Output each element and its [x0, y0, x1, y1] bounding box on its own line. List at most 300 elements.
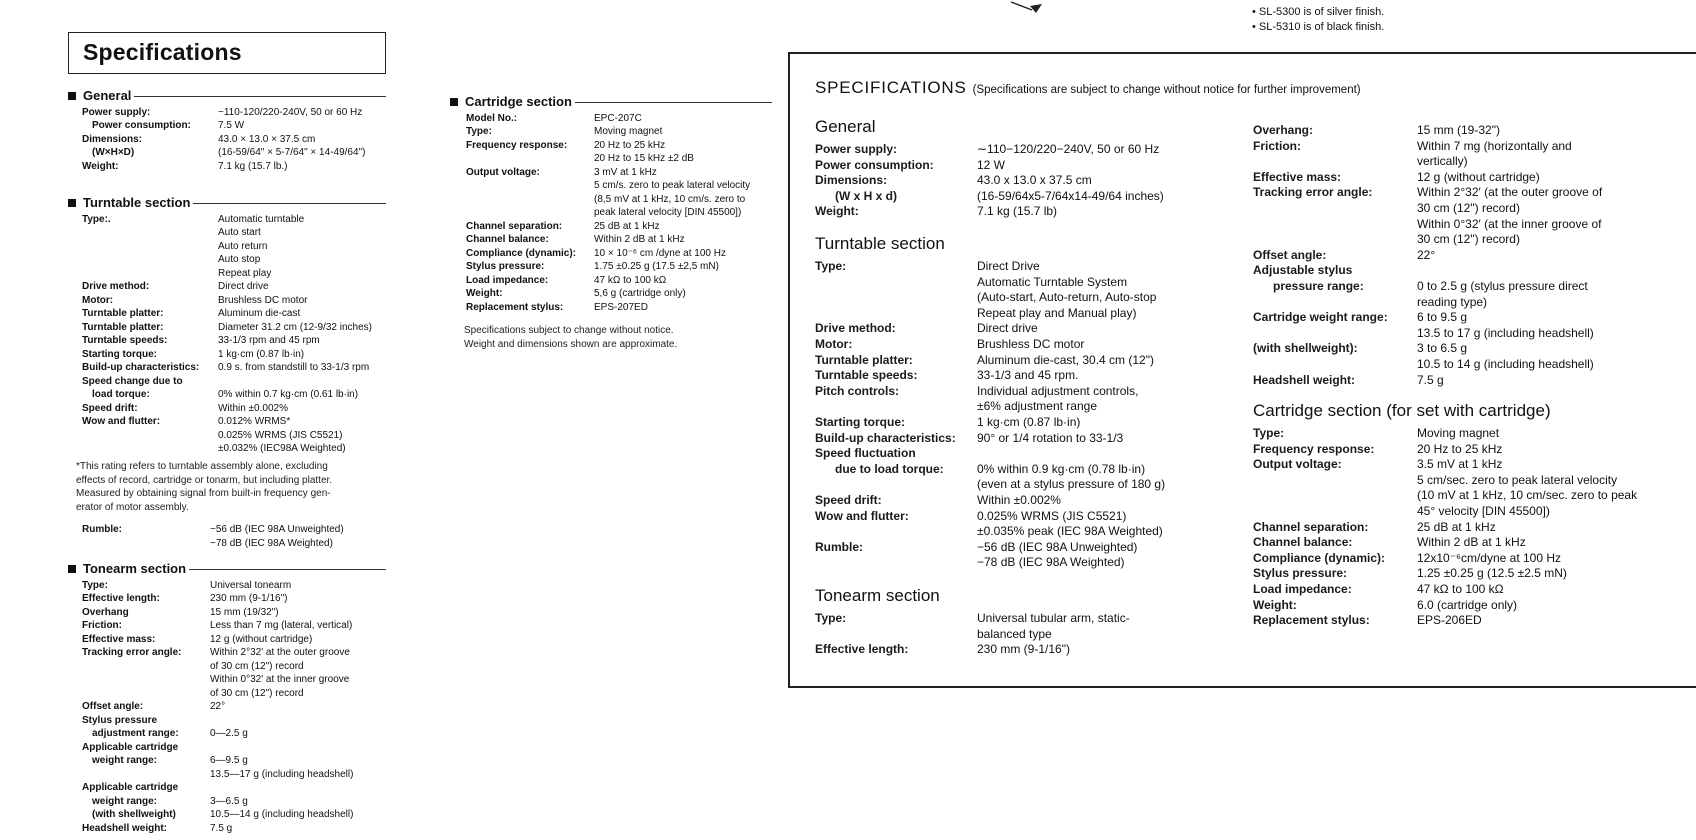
- spec-label: Replacement stylus:: [466, 301, 564, 313]
- spec-label: Friction:: [1253, 138, 1301, 153]
- spec-row: [1253, 263, 1693, 279]
- spec-value-line: 10 × 10⁻⁶ cm /dyne at 100 Hz: [594, 247, 726, 259]
- spec-label: Wow and flutter:: [82, 416, 161, 427]
- spec-value-line: 0% within 0.9 kg·cm (0.78 lb·in): [977, 461, 1146, 476]
- spec-value-line: Aluminum die-cast: [218, 308, 301, 319]
- spec-value: [210, 592, 386, 606]
- spec-label: Tracking error angle:: [1253, 185, 1373, 200]
- spec-value-line: [977, 446, 980, 462]
- spec-value: [977, 204, 1057, 220]
- left-title-box: [68, 32, 386, 74]
- spec-row: [450, 260, 772, 274]
- spec-label: Applicable cartridge: [82, 741, 179, 753]
- spec-label: Turntable speeds:: [82, 335, 168, 346]
- spec-value: [1417, 520, 1496, 536]
- spec-label: Adjustable stylus: [1253, 263, 1353, 278]
- spec-value: [218, 348, 386, 362]
- spec-value: [977, 259, 1156, 321]
- spec-row: [815, 462, 1235, 493]
- left-rumble-row: [82, 523, 382, 550]
- spec-value-line: Auto start: [218, 227, 261, 238]
- spec-value: [977, 415, 1080, 431]
- spec-label: Rumble:: [82, 524, 122, 535]
- spec-label: Headshell weight:: [1253, 372, 1356, 387]
- spec-value: [218, 133, 386, 147]
- spec-value: [594, 112, 772, 126]
- spec-value-line: 3 mV at 1 kHz: [594, 166, 657, 178]
- spec-value-line: Auto return: [218, 240, 268, 252]
- spec-value: [1417, 248, 1435, 264]
- spec-value-line: −78 dB (IEC 98A Weighted): [977, 555, 1125, 570]
- spec-value: [218, 146, 386, 160]
- spec-label: weight range:: [92, 755, 158, 766]
- spec-value: [594, 247, 772, 261]
- spec-label: Output voltage:: [1253, 457, 1342, 472]
- spec-label: Type:: [466, 126, 492, 137]
- spec-value-line: 0.025% WRMS (JIS C5521): [218, 429, 343, 441]
- spec-value-line: 10.5 to 14 g (including headshell): [1417, 356, 1594, 371]
- spec-label: Weight:: [815, 204, 859, 219]
- heading-text: Tonearm section: [83, 561, 187, 576]
- spec-value-line: 30 cm (12") record): [1417, 232, 1520, 247]
- spec-label: Dimensions:: [815, 173, 888, 188]
- spec-value-line: Within 2 dB at 1 kHz: [594, 234, 685, 245]
- spec-row: [68, 348, 386, 362]
- spec-label: Model No.:: [466, 112, 518, 124]
- spec-value-line: Auto stop: [218, 254, 261, 265]
- spec-value: [210, 579, 386, 593]
- spec-label: Applicable cartridge: [82, 782, 179, 793]
- spec-value: [210, 633, 386, 647]
- right-subtitle-text: (Specifications are subject to change without notice for further improvement): [972, 84, 1361, 96]
- note-line: Weight and dimensions shown are approximate.: [464, 338, 678, 350]
- spec-value-line: vertically): [1417, 154, 1468, 169]
- spec-value-line: 10.5—14 g (including headshell): [210, 809, 354, 820]
- spec-value: [218, 106, 386, 120]
- arrow-fragment-icon: [1010, 0, 1044, 14]
- spec-value-line: [1417, 263, 1420, 279]
- spec-row: [68, 727, 386, 741]
- spec-label: (W×H×D): [92, 147, 135, 158]
- spec-row: [1253, 341, 1693, 372]
- spec-value-line: (8,5 mV at 1 kHz, 10 cm/s. zero to: [594, 193, 746, 205]
- spec-value: [594, 139, 772, 166]
- spec-label: Friction:: [82, 620, 122, 631]
- spec-value-line: Direct Drive: [977, 259, 1040, 273]
- spec-value-line: 20 Hz to 25 kHz: [1417, 441, 1503, 456]
- spec-row: [450, 233, 772, 247]
- spec-value: [1417, 598, 1517, 614]
- footnote-line: Measured by obtaining signal from built-in frequency gen-: [76, 488, 331, 499]
- spec-value-line: Within 2°32' at the outer groove: [210, 647, 350, 658]
- spec-value-line: Within 7 mg (horizontally and: [1417, 138, 1572, 153]
- spec-value: [218, 361, 386, 375]
- spec-label: Overhang: [82, 606, 129, 618]
- spec-value-line: −56 dB (IEC 98A Unweighted): [977, 539, 1138, 554]
- spec-value: [594, 220, 772, 234]
- section-heading: Cartridge section (for set with cartridge): [1253, 401, 1551, 420]
- heading-text: Turntable section: [83, 195, 191, 210]
- spec-value-line: EPS-206ED: [1417, 613, 1482, 628]
- spec-value: [218, 294, 386, 308]
- spec-value: [218, 119, 386, 133]
- footnote-line: *This rating refers to turntable assembly alone, excluding: [76, 461, 328, 472]
- spec-row: [68, 334, 386, 348]
- spec-value: [210, 646, 386, 700]
- spec-value-line: 5,6 g (cartridge only): [594, 288, 686, 299]
- spec-value-line: 90° or 1/4 rotation to 33-1/3: [977, 430, 1124, 445]
- spec-label: Cartridge weight range:: [1253, 310, 1388, 325]
- spec-label: Headshell weight:: [82, 822, 168, 834]
- spec-row: [450, 139, 772, 166]
- left-general-section: [68, 89, 386, 173]
- spec-row: [815, 189, 1235, 205]
- spec-label: Build-up characteristics:: [815, 430, 956, 445]
- spec-row: [68, 633, 386, 647]
- section-heading: Turntable section: [815, 234, 945, 253]
- spec-label: (with shellweight):: [1253, 341, 1358, 356]
- spec-row: [68, 592, 386, 606]
- left-turntable-section: [68, 196, 386, 456]
- spec-value-line: EPC-207C: [594, 112, 642, 124]
- spec-value: [218, 213, 386, 281]
- spec-value-line: (Auto-start, Auto-return, Auto-stop: [977, 290, 1157, 305]
- spec-value-line: 0% within 0.7 kg·cm (0.61 lb·in): [218, 389, 359, 400]
- spec-row: [68, 402, 386, 416]
- spec-value: [210, 741, 386, 755]
- spec-value-line: Diameter 31.2 cm (12-9/32 inches): [218, 321, 372, 333]
- spec-label: Power supply:: [815, 142, 898, 156]
- spec-value-line: Less than 7 mg (lateral, vertical): [210, 620, 353, 631]
- right-tonearm-section: [815, 585, 1235, 658]
- spec-value-line: 45° velocity [DIN 45500]): [1417, 503, 1550, 518]
- spec-row: [68, 714, 386, 728]
- footnote-line: effects of record, cartridge or tonarm, but including platter.: [76, 474, 333, 486]
- spec-row: [815, 353, 1235, 369]
- spec-value: [210, 808, 386, 822]
- finish-note: • SL-5310 is of black finish.: [1252, 21, 1385, 33]
- spec-value-line: (even at a stylus pressure of 180 g): [977, 477, 1166, 492]
- spec-value-line: 12 g (without cartridge): [1417, 169, 1540, 184]
- left-cartridge-section: [450, 95, 772, 314]
- spec-label: Frequency response:: [466, 139, 568, 151]
- spec-value-line: −56 dB (IEC 98A Unweighted): [210, 524, 344, 535]
- spec-value-line: 5 cm/sec. zero to peak lateral velocity: [1417, 472, 1618, 487]
- spec-value-line: 0.9 s. from standstill to 33-1/3 rpm: [218, 362, 370, 373]
- spec-value: [977, 493, 1061, 509]
- spec-value: [1417, 566, 1567, 582]
- spec-row: [815, 540, 1235, 571]
- spec-label: Compliance (dynamic):: [466, 247, 577, 259]
- spec-value-line: 43.0 × 13.0 × 37.5 cm: [218, 133, 316, 145]
- bullet-square-icon: [68, 199, 76, 207]
- spec-row: [1253, 442, 1693, 458]
- spec-row: [450, 247, 772, 261]
- finish-notes: [1252, 5, 1384, 35]
- spec-label: weight range:: [92, 795, 158, 807]
- spec-value-line: 0.012% WRMS*: [218, 416, 291, 427]
- spec-label: Frequency response:: [1253, 441, 1375, 456]
- spec-label: Compliance (dynamic):: [1253, 550, 1386, 565]
- spec-label: Speed fluctuation: [815, 446, 916, 461]
- spec-row: [815, 158, 1235, 174]
- spec-value: [594, 274, 772, 288]
- spec-row: [815, 446, 1235, 462]
- spec-row: [815, 384, 1235, 415]
- spec-row: [815, 259, 1235, 321]
- spec-value-line: 13.5—17 g (including headshell): [210, 768, 354, 780]
- spec-row: [1253, 520, 1693, 536]
- spec-value: [594, 125, 772, 139]
- spec-value-line: 7.5 W: [218, 120, 245, 131]
- spec-label: Dimensions:: [82, 133, 143, 145]
- spec-label: Effective length:: [815, 642, 909, 657]
- spec-label: Type:: [815, 611, 847, 625]
- spec-value-line: 47 kΩ to 100 kΩ: [1417, 581, 1504, 596]
- spec-value-line: Universal tonearm: [210, 579, 292, 591]
- spec-label: Pitch controls:: [815, 383, 900, 398]
- spec-label: Overhang:: [1253, 123, 1314, 137]
- spec-label: Offset angle:: [1253, 247, 1327, 262]
- spec-value-line: ~110-120/220-240V, 50 or 60 Hz: [218, 106, 363, 118]
- spec-label: Power consumption:: [815, 157, 934, 172]
- spec-value-line: 230 mm (9-1/16"): [210, 593, 288, 604]
- spec-value-line: Automatic turntable: [218, 213, 305, 225]
- spec-label: Speed drift:: [815, 492, 882, 507]
- spec-label: Load impedance:: [466, 274, 549, 286]
- spec-value: [1417, 279, 1588, 310]
- spec-label: Replacement stylus:: [1253, 613, 1370, 628]
- spec-value-line: 1 kg·cm (0.87 lb·in): [218, 348, 305, 360]
- spec-value-line: Direct drive: [977, 321, 1038, 336]
- spec-label: Turntable speeds:: [815, 368, 918, 383]
- spec-label: Effective mass:: [82, 633, 156, 645]
- spec-label: Channel balance:: [1253, 535, 1353, 550]
- spec-value: [1417, 426, 1499, 442]
- spec-row: [68, 106, 386, 120]
- spec-row: [1253, 598, 1693, 614]
- heading-rule: [189, 569, 386, 570]
- spec-row: [1253, 248, 1693, 264]
- right-cartridge-section: [1253, 400, 1693, 629]
- section-heading: Tonearm section: [815, 586, 940, 605]
- spec-row: [1253, 551, 1693, 567]
- spec-value-line: 6.0 (cartridge only): [1417, 597, 1518, 612]
- spec-value: [977, 462, 1165, 493]
- spec-value-line: 12 g (without cartridge): [210, 633, 313, 645]
- spec-value-line: ±0.032% (IEC98A Weighted): [218, 443, 346, 454]
- spec-value: [594, 301, 772, 315]
- spec-row: [450, 112, 772, 126]
- spec-row: [68, 700, 386, 714]
- spec-row: [68, 213, 386, 281]
- spec-value: [977, 384, 1138, 415]
- spec-value-line: reading type): [1417, 294, 1488, 309]
- spec-label: Power supply:: [82, 106, 151, 118]
- spec-row: [68, 781, 386, 795]
- spec-label: Build-up characteristics:: [82, 362, 200, 373]
- spec-row: [68, 415, 386, 456]
- spec-value-line: 22°: [1417, 247, 1436, 262]
- spec-value: [1417, 535, 1526, 551]
- spec-label: Type:: [1253, 426, 1285, 440]
- spec-row: [1253, 170, 1693, 186]
- spec-row: [1253, 582, 1693, 598]
- spec-label: Turntable platter:: [815, 352, 913, 367]
- spec-label: Channel separation:: [1253, 519, 1369, 534]
- spec-row: [68, 146, 386, 160]
- spec-label: due to load torque:: [835, 461, 944, 476]
- spec-value: [977, 173, 1092, 189]
- spec-value-line: Within ±0.002%: [977, 492, 1061, 507]
- spec-value: [218, 375, 386, 389]
- spec-value-line: 30 cm (12") record): [1417, 200, 1520, 215]
- spec-row: [815, 173, 1235, 189]
- spec-value: [1417, 551, 1561, 567]
- right-general-section: [815, 116, 1235, 220]
- spec-value-line: 25 dB at 1 kHz: [1417, 519, 1496, 534]
- spec-row: [815, 642, 1235, 658]
- spec-value-line: Aluminum die-cast, 30.4 cm (12"): [977, 352, 1154, 367]
- spec-value: [1417, 310, 1594, 341]
- spec-label: Type:.: [82, 213, 111, 225]
- spec-value: [210, 714, 386, 728]
- spec-row: [815, 321, 1235, 337]
- spec-label: Channel separation:: [466, 220, 563, 232]
- spec-row: [68, 646, 386, 700]
- spec-row: [68, 822, 386, 836]
- spec-value: [210, 523, 382, 550]
- spec-value: [1417, 123, 1500, 139]
- spec-row: [815, 431, 1235, 447]
- spec-value: [977, 446, 980, 462]
- spec-value: [977, 189, 1164, 205]
- spec-value-line: Brushless DC motor: [977, 336, 1085, 351]
- spec-row: [68, 606, 386, 620]
- heading-rule: [575, 102, 772, 103]
- spec-row: [68, 361, 386, 375]
- spec-value: [1417, 582, 1504, 598]
- right-page-title: [815, 78, 1361, 98]
- spec-value-line: [210, 781, 386, 795]
- spec-value: [218, 415, 386, 456]
- spec-value: [1417, 613, 1482, 629]
- spec-row: [68, 133, 386, 147]
- spec-label: Power consumption:: [92, 120, 191, 131]
- spec-value-line: (16-59/64" × 5-7/64" × 14-49/64"): [218, 147, 366, 158]
- spec-value: [977, 368, 1078, 384]
- spec-row: [68, 808, 386, 822]
- spec-row: [1253, 566, 1693, 582]
- spec-value-line: 22°: [210, 701, 226, 712]
- spec-value-line: Within 2 dB at 1 kHz: [1417, 535, 1526, 550]
- spec-label: Stylus pressure: [82, 714, 158, 726]
- spec-value: [210, 822, 386, 836]
- spec-label: Type:: [815, 259, 847, 273]
- section-heading: [68, 562, 386, 576]
- spec-value-line: 5 cm/s. zero to peak lateral velocity: [594, 180, 751, 191]
- spec-label: (W x H x d): [835, 188, 897, 203]
- spec-value: [1417, 185, 1602, 247]
- spec-label: Channel balance:: [466, 234, 549, 245]
- left-page-title: Specifications: [83, 39, 242, 65]
- spec-value-line: Within 2°32′ (at the outer groove of: [1417, 185, 1603, 200]
- spec-value: [977, 431, 1123, 447]
- heading-text: Cartridge section: [465, 94, 572, 109]
- spec-value: [1417, 373, 1444, 389]
- note-line: Specifications subject to change without notice.: [464, 325, 674, 336]
- spec-row: [68, 579, 386, 593]
- spec-value-line: 33-1/3 rpm and 45 rpm: [218, 335, 320, 346]
- spec-value: [1417, 263, 1420, 279]
- spec-value: [218, 402, 386, 416]
- section-heading: General: [815, 117, 876, 136]
- spec-value-line: 7.5 g: [210, 822, 233, 834]
- spec-value-line: 3 to 6.5 g: [1417, 341, 1468, 356]
- spec-value-line: Repeat play: [218, 267, 272, 279]
- spec-value: [218, 388, 386, 402]
- spec-value-line: 3.5 mV at 1 kHz: [1417, 457, 1503, 472]
- spec-label: Effective length:: [82, 593, 160, 604]
- spec-value-line: Brushless DC motor: [218, 294, 308, 306]
- spec-value: [218, 280, 386, 294]
- spec-label: Turntable platter:: [82, 321, 164, 333]
- heading-rule: [193, 203, 386, 204]
- spec-row: [815, 509, 1235, 540]
- bullet-square-icon: [450, 98, 458, 106]
- spec-value-line: 33-1/3 and 45 rpm.: [977, 368, 1079, 383]
- spec-label: Type:: [82, 579, 108, 591]
- spec-value-line: 0 to 2.5 g (stylus pressure direct: [1417, 278, 1588, 293]
- spec-label: Stylus pressure:: [466, 261, 545, 272]
- spec-row: [450, 287, 772, 301]
- spec-value: [977, 321, 1038, 337]
- spec-value: [1417, 457, 1637, 519]
- spec-label: Wow and flutter:: [815, 508, 909, 523]
- spec-row: [815, 415, 1235, 431]
- spec-value-line: 25 dB at 1 kHz: [594, 220, 660, 232]
- spec-value: [977, 353, 1154, 369]
- spec-value-line: Moving magnet: [594, 126, 663, 137]
- spec-label: Output voltage:: [466, 166, 540, 178]
- spec-value: [977, 142, 1159, 158]
- spec-row: [68, 741, 386, 755]
- spec-value-line: ∼110−120/220−240V, 50 or 60 Hz: [977, 142, 1160, 156]
- left-cartridge-notes: [464, 324, 764, 351]
- spec-value-line: 1.25 ±0.25 g (12.5 ±2.5 mN): [1417, 566, 1567, 581]
- spec-value: [218, 334, 386, 348]
- spec-row: [815, 368, 1235, 384]
- spec-row: [68, 388, 386, 402]
- spec-row: [1253, 123, 1693, 139]
- spec-value-line: 1.75 ±0.25 g (17.5 ±2,5 mN): [594, 261, 719, 272]
- spec-row: [450, 125, 772, 139]
- left-footnote: [76, 460, 392, 514]
- spec-value: [977, 158, 1005, 174]
- section-heading: [68, 196, 386, 210]
- spec-value-line: 6—9.5 g: [210, 755, 248, 766]
- spec-value-line: 43.0 x 13.0 x 37.5 cm: [977, 173, 1092, 188]
- spec-value-line: 7.1 kg (15.7 lb.): [218, 160, 288, 172]
- spec-value: [218, 160, 386, 174]
- spec-value-line: 13.5 to 17 g (including headshell): [1417, 325, 1594, 340]
- spec-value-line: [210, 714, 386, 728]
- right-tonearm-continued: [1253, 123, 1693, 388]
- spec-label: Drive method:: [815, 321, 896, 336]
- spec-row: [815, 337, 1235, 353]
- spec-label: adjustment range:: [92, 728, 179, 739]
- spec-row: [68, 619, 386, 633]
